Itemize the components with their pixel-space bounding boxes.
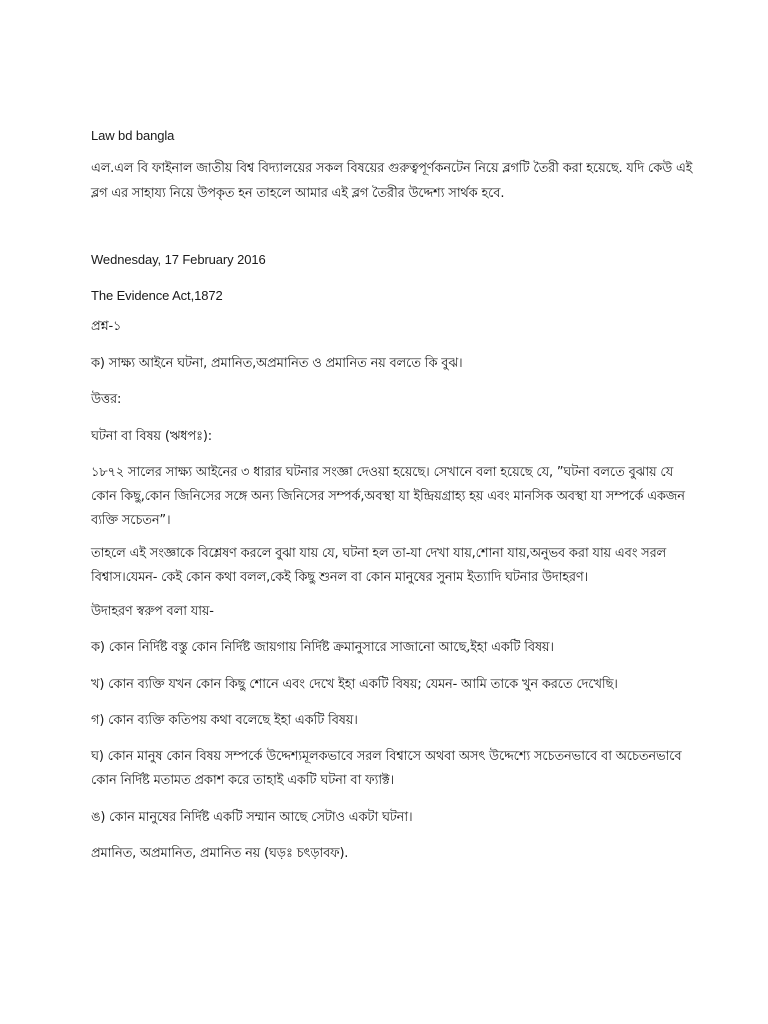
blog-description-line-1: এল.এল বি ফাইনাল জাতীয় বিশ্ব বিদ্যালয়ের সকল বিষয়ের গুরুত্বপূর্ণকনটেন নিয়ে ব্লগটি তৈরী করা হয়েছে. যদি কেউ এই (91, 161, 693, 176)
post-title: The Evidence Act,1872 (91, 288, 223, 303)
example-uma: ঙ) কোন মানুষের নির্দিষ্ট একটি সম্মান আছে সেটাও একটা ঘটনা। (91, 810, 413, 825)
paragraph-1-line-2: কোন কিছু,কোন জিনিসের সঙ্গে অন্য জিনিসের সম্পর্ক,অবস্থা যা ইন্দ্রিয়গ্রাহ্য হয় এবং মানসিক অবস্থা যা সম্পর্কে একজন (91, 489, 685, 504)
next-heading: প্রমানিত, অপ্রমানিত, প্রমানিত নয় (ঘড়ঃ চৎড়াবফ). (91, 846, 349, 861)
blog-description-line-2: ব্লগ এর সাহায্য নিয়ে উপকৃত হন তাহলে আমার এই ব্লগ তৈরীর উদ্দেশ্য সার্থক হবে. (91, 186, 505, 201)
answer-label: উত্তর: (91, 392, 122, 407)
paragraph-2-line-1: তাহলে এই সংজ্ঞাকে বিশ্লেষণ করলে বুঝা যায় যে, ঘটনা হল তা-যা দেখা যায়,শোনা যায়,অনুভব করা যায় এবং সরল (91, 546, 667, 561)
examples-intro: উদাহরণ স্বরুপ বলা যায়- (91, 604, 214, 619)
example-ga: গ) কোন ব্যক্তি কতিপয় কথা বলেছে ইহা একটি বিষয়। (91, 713, 358, 728)
paragraph-1-line-3: ব্যক্তি সচেতন”। (91, 513, 171, 528)
example-ka: ক) কোন নির্দিষ্ট বস্তু কোন নির্দিষ্ট জায়গায় নির্দিষ্ট ক্রমানুসারে সাজানো আছে,ইহা একটি বিষয়। (91, 640, 554, 655)
example-kha: খ) কোন ব্যক্তি যখন কোন কিছু শোনে এবং দেখে ইহা একটি বিষয়; যেমন- আমি তাকে খুন করতে দেখেছি। (91, 677, 618, 692)
blog-title: Law bd bangla (91, 128, 175, 143)
question-number: প্রশ্ন-১ (91, 319, 122, 334)
paragraph-1-line-1: ১৮৭২ সালের সাক্ষ্য আইনের ৩ ধারার ঘটনার সংজ্ঞা দেওয়া হয়েছে। সেখানে বলা হয়েছে যে, ”ঘটনা বলতে বুঝায় যে (91, 465, 673, 480)
paragraph-2-line-2: বিশ্বাস।যেমন- কেই কোন কথা বলল,কেই কিছু শুনল বা কোন মানুষের সুনাম ইত্যাদি ঘটনার উদাহরণ। (91, 570, 588, 585)
subheading-fact: ঘটনা বা বিষয় (ঋধপঃ): (91, 429, 212, 444)
example-gha-line-1: ঘ) কোন মানুষ কোন বিষয় সম্পর্কে উদ্দেশ্যমূলকভাবে সরল বিশ্বাসে অথবা অসৎ উদ্দেশ্যে সচেতনভাবে বা অচেতনভাবে (91, 749, 682, 764)
example-gha-line-2: কোন নির্দিষ্ট মতামত প্রকাশ করে তাহাই একটি ঘটনা বা ফ্যাক্ট। (91, 773, 395, 788)
question-text: ক) সাক্ষ্য আইনে ঘটনা, প্রমানিত,অপ্রমানিত ও প্রমানিত নয় বলতে কি বুঝ। (91, 356, 463, 371)
post-date: Wednesday, 17 February 2016 (91, 252, 266, 267)
